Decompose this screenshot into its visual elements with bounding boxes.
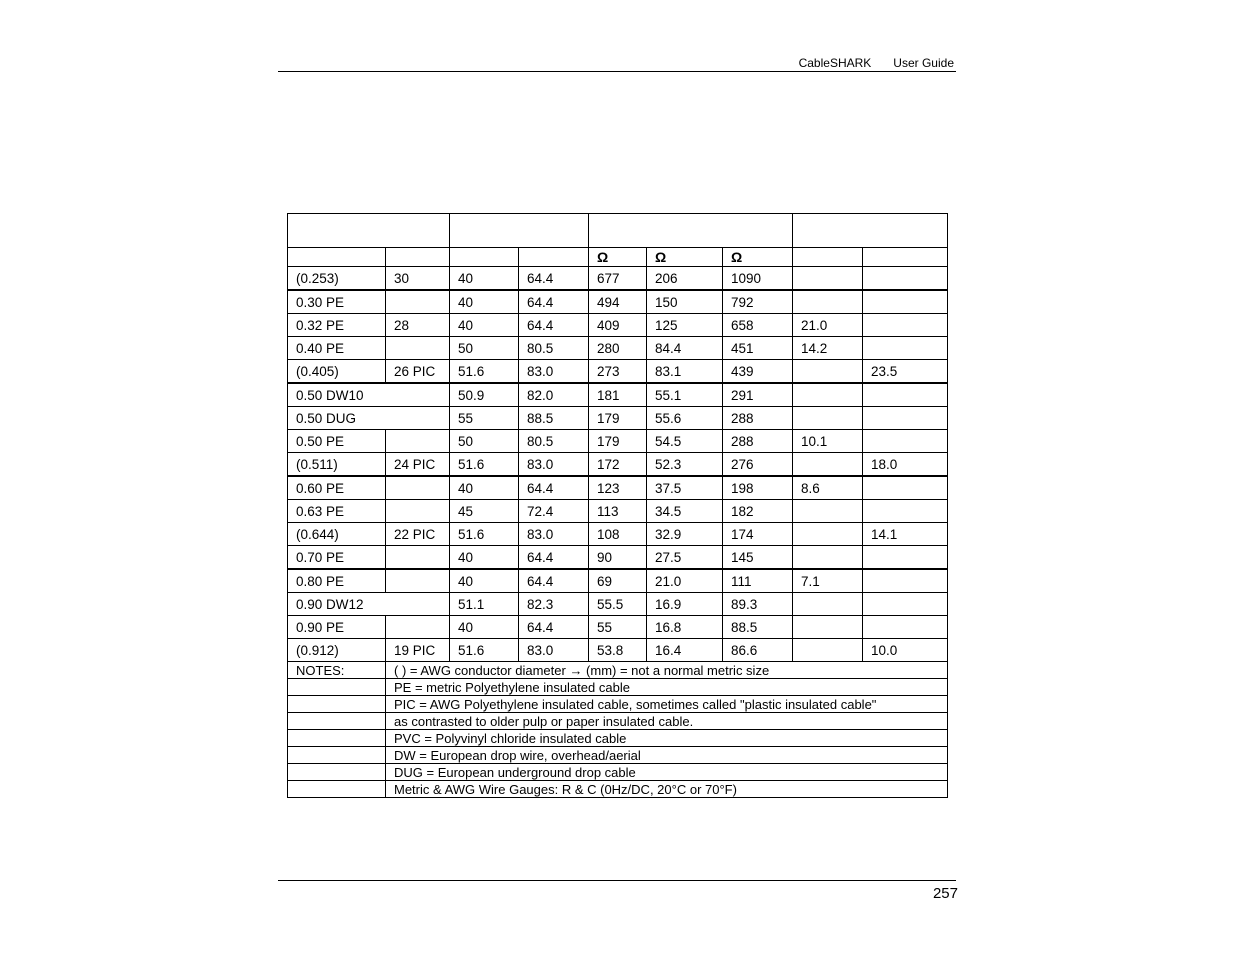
table-cell: [793, 383, 863, 407]
table-row: [288, 290, 948, 314]
header-cell: [863, 248, 948, 267]
table-cell: 37.5: [647, 476, 723, 500]
notes-row: [288, 696, 948, 713]
table-cell: 86.6: [723, 639, 793, 662]
notes-row: [288, 713, 948, 730]
table-cell: 80.5: [519, 430, 589, 453]
table-cell: 83.0: [519, 639, 589, 662]
table-cell: 0.90 DW12: [288, 593, 450, 616]
table-cell: [386, 430, 450, 453]
table-cell: 7.1: [793, 569, 863, 593]
header-cell-group-2: [450, 214, 589, 248]
table-cell: 0.30 PE: [288, 290, 386, 314]
table-cell: [793, 616, 863, 639]
table-row: [288, 639, 948, 662]
table-cell: 82.3: [519, 593, 589, 616]
table-cell: 111: [723, 569, 793, 593]
table-cell: 0.50 DW10: [288, 383, 450, 407]
table-body: [288, 214, 948, 798]
table-cell: 439: [723, 360, 793, 384]
table-cell: 182: [723, 500, 793, 523]
table-cell: 55.6: [647, 407, 723, 430]
note-text: DW = European drop wire, overhead/aerial: [386, 747, 948, 764]
table-cell: 64.4: [519, 314, 589, 337]
table-cell: [386, 569, 450, 593]
table-cell: 64.4: [519, 616, 589, 639]
table-cell: 24 PIC: [386, 453, 450, 477]
notes-label-cell: [288, 747, 386, 764]
table-row: [288, 453, 948, 477]
table-cell: 55.5: [589, 593, 647, 616]
table-cell: 113: [589, 500, 647, 523]
table-row: [288, 569, 948, 593]
table-cell: 273: [589, 360, 647, 384]
table-cell: 40: [450, 314, 519, 337]
table-cell: [863, 500, 948, 523]
header-cell-group-1: [288, 214, 450, 248]
notes-row: [288, 662, 948, 679]
table-cell: 0.80 PE: [288, 569, 386, 593]
table-cell: 174: [723, 523, 793, 546]
table-cell: 34.5: [647, 500, 723, 523]
notes-label-cell: [288, 713, 386, 730]
header-cell: [519, 248, 589, 267]
table-cell: [793, 593, 863, 616]
header-cell-group-3: [589, 214, 793, 248]
ohm-symbol-3: Ω: [723, 248, 793, 267]
table-cell: 83.0: [519, 453, 589, 477]
table-cell: (0.644): [288, 523, 386, 546]
notes-row: [288, 781, 948, 798]
table-row: [288, 360, 948, 384]
table-cell: [793, 290, 863, 314]
table-cell: [863, 290, 948, 314]
table-cell: 64.4: [519, 290, 589, 314]
table-cell: 40: [450, 290, 519, 314]
table-cell: 40: [450, 616, 519, 639]
table-cell: [863, 337, 948, 360]
table-cell: 0.50 DUG: [288, 407, 450, 430]
notes-label-cell: [288, 696, 386, 713]
table-cell: 198: [723, 476, 793, 500]
table-row: [288, 337, 948, 360]
table-cell: (0.253): [288, 267, 386, 291]
table-cell: 494: [589, 290, 647, 314]
table-cell: 0.32 PE: [288, 314, 386, 337]
table-cell: 14.2: [793, 337, 863, 360]
table-cell: 53.8: [589, 639, 647, 662]
table-row: [288, 546, 948, 570]
notes-row: [288, 679, 948, 696]
table-cell: 64.4: [519, 546, 589, 570]
table-cell: [386, 476, 450, 500]
table-cell: 88.5: [519, 407, 589, 430]
table-cell: 72.4: [519, 500, 589, 523]
ohm-symbol-2: Ω: [647, 248, 723, 267]
table-cell: 0.50 PE: [288, 430, 386, 453]
table-cell: (0.405): [288, 360, 386, 384]
header-cell: [386, 248, 450, 267]
table-cell: [863, 476, 948, 500]
table-cell: [793, 546, 863, 570]
ohm-symbol-1: Ω: [589, 248, 647, 267]
table-cell: 658: [723, 314, 793, 337]
table-cell: 21.0: [793, 314, 863, 337]
table-cell: 69: [589, 569, 647, 593]
note-text: ( ) = AWG conductor diameter → (mm) = not a normal metric size: [386, 662, 948, 679]
table-cell: [793, 360, 863, 384]
table-cell: 83.1: [647, 360, 723, 384]
note-text: Metric & AWG Wire Gauges: R & C (0Hz/DC, 20°C or 70°F): [386, 781, 948, 798]
table-cell: 0.70 PE: [288, 546, 386, 570]
table-cell: 179: [589, 430, 647, 453]
table-cell: 51.6: [450, 523, 519, 546]
notes-label: NOTES:: [288, 662, 386, 679]
table-cell: [863, 383, 948, 407]
table-cell: 108: [589, 523, 647, 546]
table-cell: 0.40 PE: [288, 337, 386, 360]
table-cell: 677: [589, 267, 647, 291]
table-cell: 51.6: [450, 453, 519, 477]
table-cell: 26 PIC: [386, 360, 450, 384]
table-cell: 181: [589, 383, 647, 407]
table-cell: 451: [723, 337, 793, 360]
table-row: [288, 314, 948, 337]
table-cell: (0.511): [288, 453, 386, 477]
table-cell: [793, 407, 863, 430]
table-cell: 1090: [723, 267, 793, 291]
table-cell: 19 PIC: [386, 639, 450, 662]
table-cell: 8.6: [793, 476, 863, 500]
table-row: [288, 267, 948, 291]
table-cell: 28: [386, 314, 450, 337]
table-cell: 288: [723, 407, 793, 430]
table-cell: 50: [450, 337, 519, 360]
table-cell: 27.5: [647, 546, 723, 570]
table-cell: 51.6: [450, 360, 519, 384]
header-cell: [450, 248, 519, 267]
table-cell: [793, 523, 863, 546]
table-cell: 16.4: [647, 639, 723, 662]
table-cell: 89.3: [723, 593, 793, 616]
table-cell: [863, 616, 948, 639]
table-cell: 50.9: [450, 383, 519, 407]
page-header: [278, 53, 956, 72]
table-cell: 50: [450, 430, 519, 453]
table-cell: 55: [589, 616, 647, 639]
note-text: DUG = European underground drop cable: [386, 764, 948, 781]
table-cell: 52.3: [647, 453, 723, 477]
table-cell: [793, 453, 863, 477]
table-cell: [863, 314, 948, 337]
table-cell: (0.912): [288, 639, 386, 662]
notes-label-cell: [288, 730, 386, 747]
table-cell: 55.1: [647, 383, 723, 407]
table-cell: 10.1: [793, 430, 863, 453]
table-cell: [386, 337, 450, 360]
notes-row: [288, 747, 948, 764]
notes-row: [288, 730, 948, 747]
table-cell: 14.1: [863, 523, 948, 546]
table-cell: 51.1: [450, 593, 519, 616]
header-cell-group-4: [793, 214, 948, 248]
table-cell: 206: [647, 267, 723, 291]
table-cell: 51.6: [450, 639, 519, 662]
notes-row: [288, 764, 948, 781]
table-cell: [793, 267, 863, 291]
table-cell: 22 PIC: [386, 523, 450, 546]
table-cell: 88.5: [723, 616, 793, 639]
note-text: PIC = AWG Polyethylene insulated cable, sometimes called "plastic insulated cable": [386, 696, 948, 713]
notes-label-cell: [288, 781, 386, 798]
table-cell: 10.0: [863, 639, 948, 662]
header-product: CableSHARK: [798, 56, 872, 70]
table-row: [288, 523, 948, 546]
table-cell: [863, 546, 948, 570]
footer-rule: [278, 880, 956, 881]
header-doc-title: User Guide: [893, 56, 954, 70]
table-header-row-1: [288, 214, 948, 248]
table-cell: 55: [450, 407, 519, 430]
table-cell: [863, 267, 948, 291]
table-cell: 45: [450, 500, 519, 523]
table-cell: 82.0: [519, 383, 589, 407]
wire-gauge-table: [287, 213, 948, 798]
table-header-row-2: [288, 248, 948, 267]
table-cell: 145: [723, 546, 793, 570]
table-cell: 16.9: [647, 593, 723, 616]
table-cell: 40: [450, 476, 519, 500]
header-text: [777, 56, 954, 70]
table-cell: [863, 407, 948, 430]
notes-label-cell: [288, 679, 386, 696]
table-cell: [863, 430, 948, 453]
table-cell: 40: [450, 267, 519, 291]
table-cell: [386, 616, 450, 639]
table-cell: [793, 639, 863, 662]
table-cell: 125: [647, 314, 723, 337]
note-text: as contrasted to older pulp or paper insulated cable.: [386, 713, 948, 730]
table-cell: 80.5: [519, 337, 589, 360]
table-cell: 172: [589, 453, 647, 477]
table-row: [288, 476, 948, 500]
header-cell: [793, 248, 863, 267]
table-cell: 21.0: [647, 569, 723, 593]
table-cell: 40: [450, 546, 519, 570]
note-text: PVC = Polyvinyl chloride insulated cable: [386, 730, 948, 747]
table-cell: 64.4: [519, 569, 589, 593]
table-cell: [386, 500, 450, 523]
table-row: [288, 430, 948, 453]
table-cell: 0.60 PE: [288, 476, 386, 500]
table-cell: 83.0: [519, 523, 589, 546]
table-cell: 0.90 PE: [288, 616, 386, 639]
table-cell: 54.5: [647, 430, 723, 453]
table-cell: 18.0: [863, 453, 948, 477]
table-cell: [386, 546, 450, 570]
table-cell: 30: [386, 267, 450, 291]
header-cell: [288, 248, 386, 267]
table-cell: 64.4: [519, 476, 589, 500]
table-cell: 84.4: [647, 337, 723, 360]
table-cell: 288: [723, 430, 793, 453]
table-cell: 90: [589, 546, 647, 570]
table-row: [288, 407, 948, 430]
table-cell: 16.8: [647, 616, 723, 639]
table-cell: 83.0: [519, 360, 589, 384]
table-cell: [863, 569, 948, 593]
table-cell: 32.9: [647, 523, 723, 546]
table-row: [288, 616, 948, 639]
notes-label-cell: [288, 764, 386, 781]
table-cell: 792: [723, 290, 793, 314]
table-cell: 409: [589, 314, 647, 337]
table-cell: 23.5: [863, 360, 948, 384]
table-row: [288, 593, 948, 616]
table-cell: [863, 593, 948, 616]
table-cell: 179: [589, 407, 647, 430]
page-number: 257: [932, 885, 958, 902]
table-cell: 0.63 PE: [288, 500, 386, 523]
table-cell: 64.4: [519, 267, 589, 291]
table-cell: 276: [723, 453, 793, 477]
table-cell: 40: [450, 569, 519, 593]
table-row: [288, 383, 948, 407]
table-cell: 123: [589, 476, 647, 500]
table-cell: [386, 290, 450, 314]
table-cell: 150: [647, 290, 723, 314]
table-cell: 280: [589, 337, 647, 360]
note-text: PE = metric Polyethylene insulated cable: [386, 679, 948, 696]
table-cell: 291: [723, 383, 793, 407]
table-row: [288, 500, 948, 523]
table-cell: [793, 500, 863, 523]
